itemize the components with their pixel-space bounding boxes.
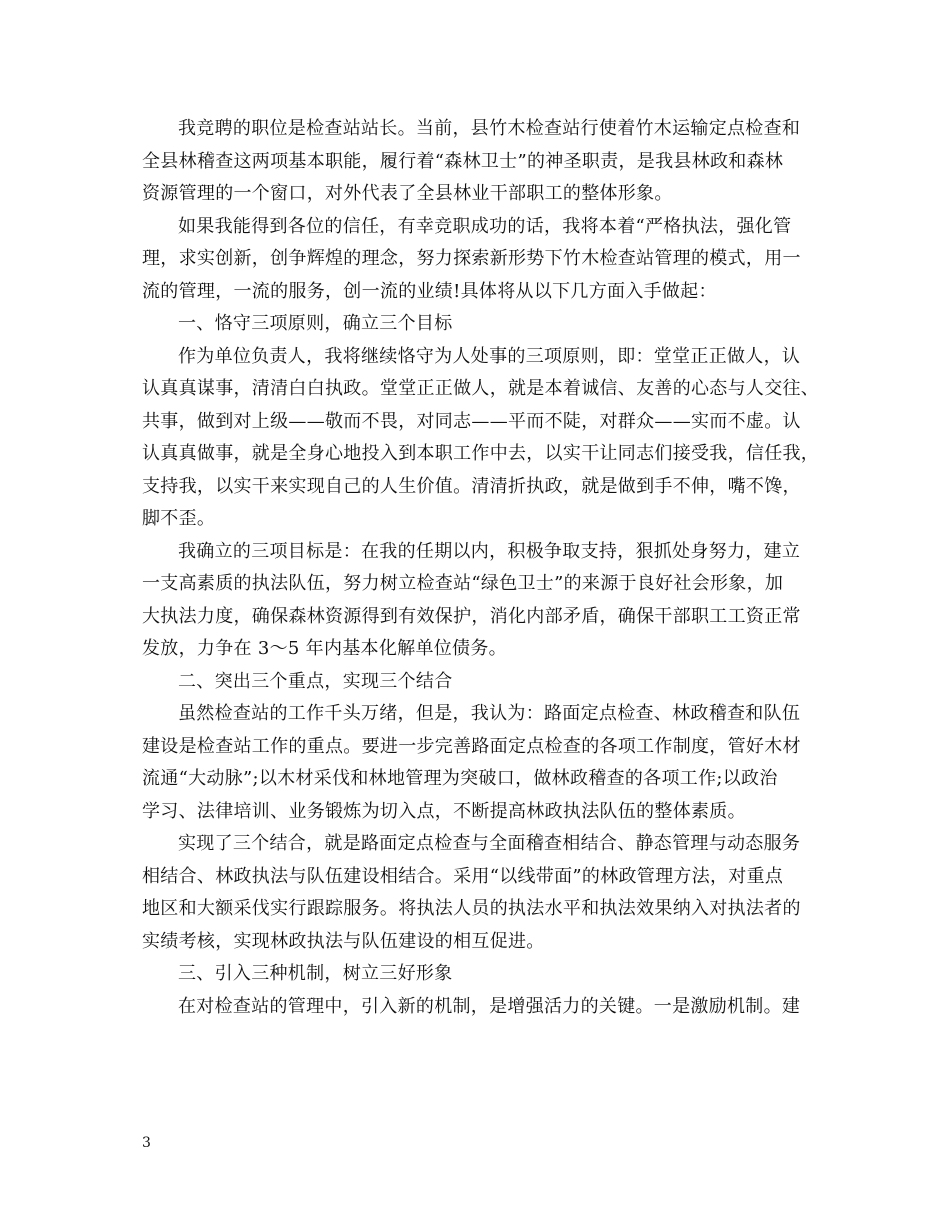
text-line: 实现了三个结合，就是路面定点检查与全面稽查相结合、静态管理与动态服务 — [178, 833, 801, 854]
document-body — [142, 113, 822, 1023]
text-line: 脚不歪。 — [142, 508, 216, 529]
text-line: 三、引入三种机制，树立三好形象 — [178, 963, 453, 984]
text-line: 建设是检查站工作的重点。要进一步完善路面定点检查的各项工作制度，管好木材 — [142, 735, 801, 757]
text-line: 如果我能得到各位的信任，有幸竞职成功的话，我将本着“严格执法，强化管 — [178, 215, 792, 237]
text-line: 二、突出三个重点，实现三个结合 — [178, 670, 453, 692]
text-line: 流通“大动脉”;以木材采伐和林地管理为突破口，做林政稽查的各项工作;以政治 — [142, 768, 778, 789]
text-line: 认真真谋事，清清白白执政。堂堂正正做人，就是本着诚信、友善的心态与人交往、 — [142, 378, 820, 399]
page-number: 3 — [142, 1135, 151, 1151]
text-line: 虽然检查站的工作千头万绪，但是，我认为：路面定点检查、林政稽查和队伍 — [178, 703, 801, 724]
text-line: 理，求实创新，创争辉煌的理念，努力探索新形势下竹木检查站管理的模式，用一 — [142, 248, 801, 269]
text-line: 认真真做事，就是全身心地投入到本职工作中去，以实干让同志们接受我，信任我， — [142, 443, 820, 464]
text-line: 全县林稽查这两项基本职能，履行着“森林卫士”的神圣职责，是我县林政和森林 — [142, 150, 784, 172]
text-line: 共事，做到对上级——敬而不畏，对同志——平而不陡，对群众——实而不虚。认 — [142, 410, 801, 432]
text-line: 一支高素质的执法队伍，努力树立检查站“绿色卫士”的来源于良好社会形象，加 — [142, 573, 784, 594]
text-line: 流的管理，一流的服务，创一流的业绩!具体将从以下几方面入手做起： — [142, 280, 717, 302]
text-line: 相结合、林政执法与队伍建设相结合。采用“以线带面”的林政管理方法，对重点 — [142, 865, 784, 887]
text-line: 支持我，以实干来实现自己的人生价值。清清折执政，就是做到手不伸，嘴不馋， — [142, 475, 801, 497]
text-line: 地区和大额采伐实行跟踪服务。将执法人员的执法水平和执法效果纳入对执法者的 — [142, 898, 801, 919]
text-line: 学习、法律培训、业务锻炼为切入点，不断提高林政执法队伍的整体素质。 — [142, 800, 746, 822]
text-line: 一、恪守三项原则，确立三个目标 — [178, 313, 453, 334]
text-line: 实绩考核，实现林政执法与队伍建设的相互促进。 — [142, 930, 545, 952]
text-line: 作为单位负责人，我将继续恪守为人处事的三项原则，即：堂堂正正做人，认 — [178, 345, 801, 367]
text-line: 大执法力度，确保森林资源得到有效保护，消化内部矛盾，确保干部职工工资正常 — [142, 605, 801, 627]
text-line: 我确立的三项目标是：在我的任期以内，积极争取支持，狠抓处身努力，建立 — [178, 540, 801, 562]
text-line: 发放，力争在 3～5 年内基本化解单位债务。 — [142, 638, 507, 659]
text-line: 我竞聘的职位是检查站站长。当前，县竹木检查站行使着竹木运输定点检查和 — [178, 118, 801, 139]
text-line: 资源管理的一个窗口，对外代表了全县林业干部职工的整体形象。 — [142, 183, 673, 204]
text-line: 在对检查站的管理中，引入新的机制，是增强活力的关键。一是激励机制。建 — [178, 995, 801, 1017]
